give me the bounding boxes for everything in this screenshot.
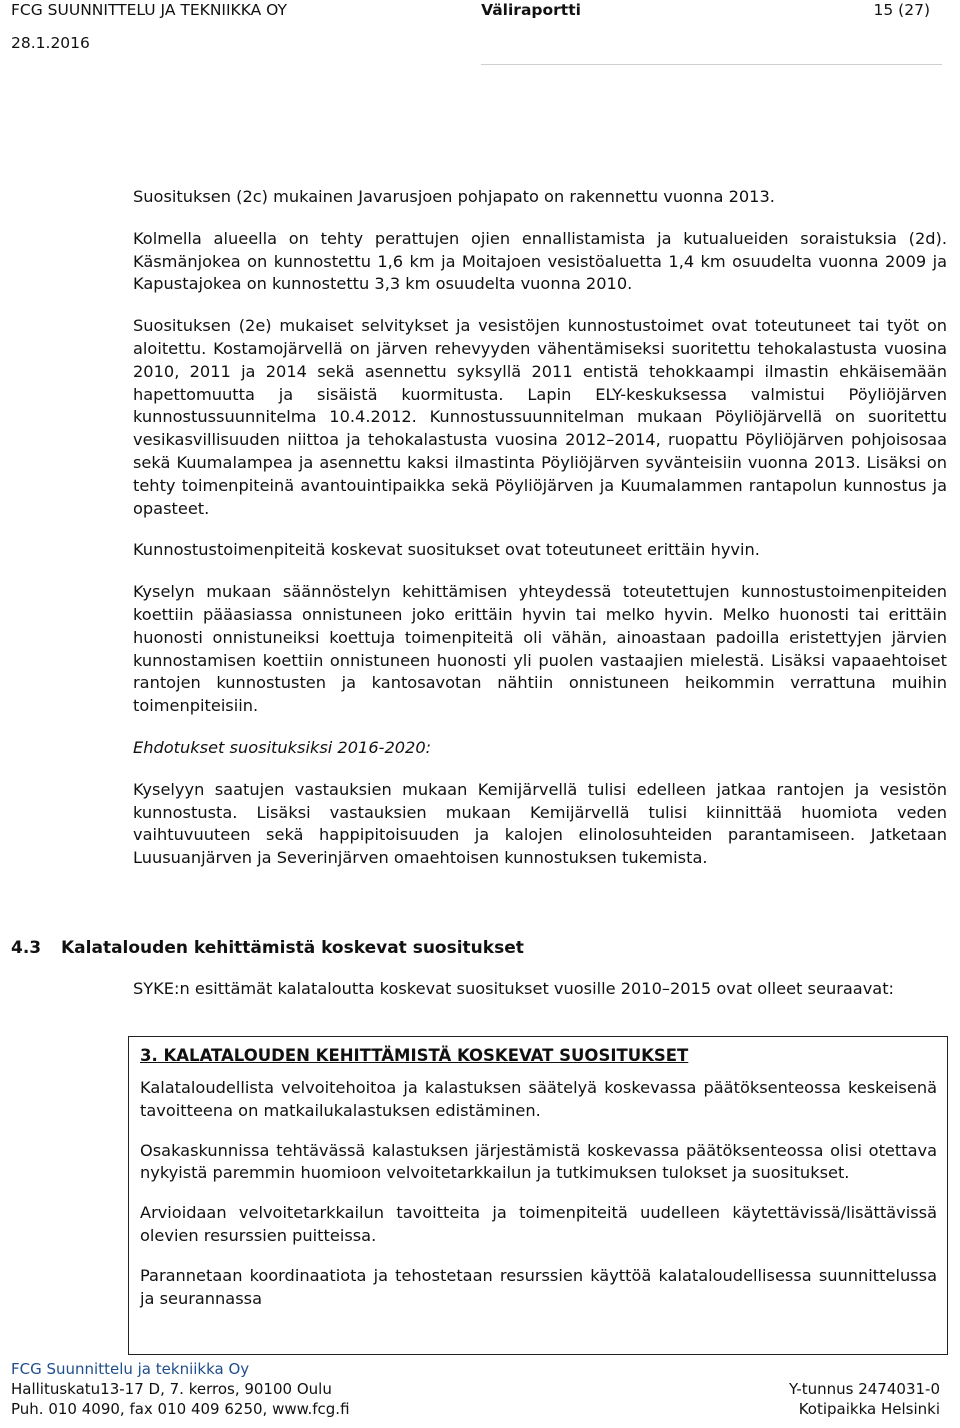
page-footer: [11, 1358, 942, 1428]
footer-company: FCG Suunnittelu ja tekniikka Oy: [11, 1360, 250, 1378]
box-item: Arvioidaan velvoitetarkkailun tavoitteita ja toimenpiteitä uudelleen käytettävissä/lisättävissä olevien resurssien puitteissa.: [140, 1203, 937, 1245]
paragraph: Suosituksen (2e) mukaiset selvitykset ja vesistöjen kunnostustoimet ovat toteutuneet tai työt on aloitettu. Kostamojärvellä on järven rehevyyden vähentämiseksi suoritettu tehokalastusta vuosina 2010, 2011 ja 2014 sekä asennettu syksyllä 2011 entistä tehokkaampi ilmastin ehkäisemään hapettomuutta ja sisäistä kuormitusta. Lapin ELY-keskuksessa valmistui Pöyliöjärven kunnostussuunnitelma 10.4.2012. Kunnostussuunnitelman mukaan Pöyliöjärvellä on suoritettu vesikasvillisuuden niittoa ja tehokalastusta vuosina 2012–2014, ruopattu Pöyliöjärven pohjoisosaa sekä Kuumalampea ja asennettu kaksi ilmastinta Pöyliöjärven syvänteisiin vuonna 2013. Lisäksi on tehty toimenpiteinä avantouintipaikka sekä Pöyliöjärven ja Kuumalammen rantapolun kunnostus ja opasteet.: [133, 316, 947, 518]
page-header: [11, 0, 942, 62]
paragraph: Suosituksen (2c) mukainen Javarusjoen pohjapato on rakennettu vuonna 2013.: [133, 187, 775, 206]
box-item: Osakaskunnissa tehtävässä kalastuksen järjestämistä koskevassa päätöksenteossa olisi otettava nykyistä paremmin huomioon velvoitetarkkailun ja tutkimuksen tulokset ja suositukset.: [140, 1140, 937, 1183]
header-rule: [481, 64, 942, 65]
paragraph: Kolmella alueella on tehty perattujen ojien ennallistamista ja kutualueiden soraistuksia (2d). Käsmänjokea on kunnostettu 1,6 km ja Moitajoen vesistöaluetta 1,4 km osuudelta vuonna 2009 ja Kapustajokea on kunnostettu 3,3 km osuudelta vuonna 2010.: [133, 228, 947, 294]
paragraph: Kunnostustoimenpiteitä koskevat suositukset ovat toteutuneet erittäin hyvin.: [133, 540, 760, 560]
recommendations-box: [128, 1036, 948, 1355]
header-date: 28.1.2016: [11, 34, 90, 52]
header-page-number: 15 (27): [873, 1, 930, 19]
header-company: FCG SUUNNITTELU JA TEKNIIKKA OY: [11, 1, 287, 19]
paragraph: Kyselyn mukaan säännöstelyn kehittämisen yhteydessä toteutettujen kunnostustoimenpiteiden koettiin pääasiassa onnistuneen joko erittäin hyvin tai melko hyvin. Melko huonosti tai erittäin huonosti onnistuneiksi koettuja toimenpiteitä oli vähän, ainoastaan padoilla eristettyjen järvien kunnostamisen koettiin onnistuneen huonosti yli puolen vastaajien mielestä. Lisäksi vapaaehtoiset rantojen kunnostusten ja kantosavotan nähtiin onnistuneen heikommin verrattuna muihin toimenpiteisiin.: [133, 582, 947, 716]
box-item: Kalataloudellista velvoitehoitoa ja kalastuksen säätelyä koskevassa päätöksenteossa keskeisenä tavoitteena on matkailukalastuksen edistäminen.: [140, 1078, 937, 1120]
footer-contact: Puh. 010 4090, fax 010 409 6250, www.fcg.fi: [11, 1400, 350, 1418]
footer-domicile: Kotipaikka Helsinki: [798, 1400, 940, 1418]
section-heading: [11, 938, 524, 958]
footer-business-id: Y-tunnus 2474031-0: [788, 1380, 940, 1398]
section-intro-block: [133, 978, 947, 1020]
section-intro: SYKE:n esittämät kalataloutta koskevat suositukset vuosille 2010–2015 ovat olleet seuraavat:: [133, 979, 894, 998]
section-title: Kalatalouden kehittämistä koskevat suositukset: [61, 938, 524, 958]
section-number: 4.3: [11, 938, 42, 958]
footer-address: Hallituskatu13-17 D, 7. kerros, 90100 Oulu: [11, 1380, 332, 1398]
proposals-heading: Ehdotukset suosituksiksi 2016-2020:: [133, 737, 432, 757]
box-heading: 3. KALATALOUDEN KEHITTÄMISTÄ KOSKEVAT SUOSITUKSET: [140, 1046, 689, 1065]
paragraph: Kyselyyn saatujen vastauksien mukaan Kemijärvellä tulisi edelleen jatkaa rantojen ja vesistön kunnostusta. Lisäksi vastauksien mukaan Kemijärvellä tulisi kiinnittää huomiota veden vaihtuvuuteen sekä happipitoisuuden ja kalojen elinolosuhteiden parantamiseen. Jatketaan Luusuanjärven ja Severinjärven omaehtoisen kunnostuksen tukemista.: [133, 779, 947, 868]
box-item: Parannetaan koordinaatiota ja tehostetaan resurssien käyttöä kalataloudellisessa suunnittelussa ja seurannassa: [140, 1265, 937, 1308]
header-doc-title: Väliraportti: [481, 1, 581, 19]
body-upper: [133, 186, 947, 889]
